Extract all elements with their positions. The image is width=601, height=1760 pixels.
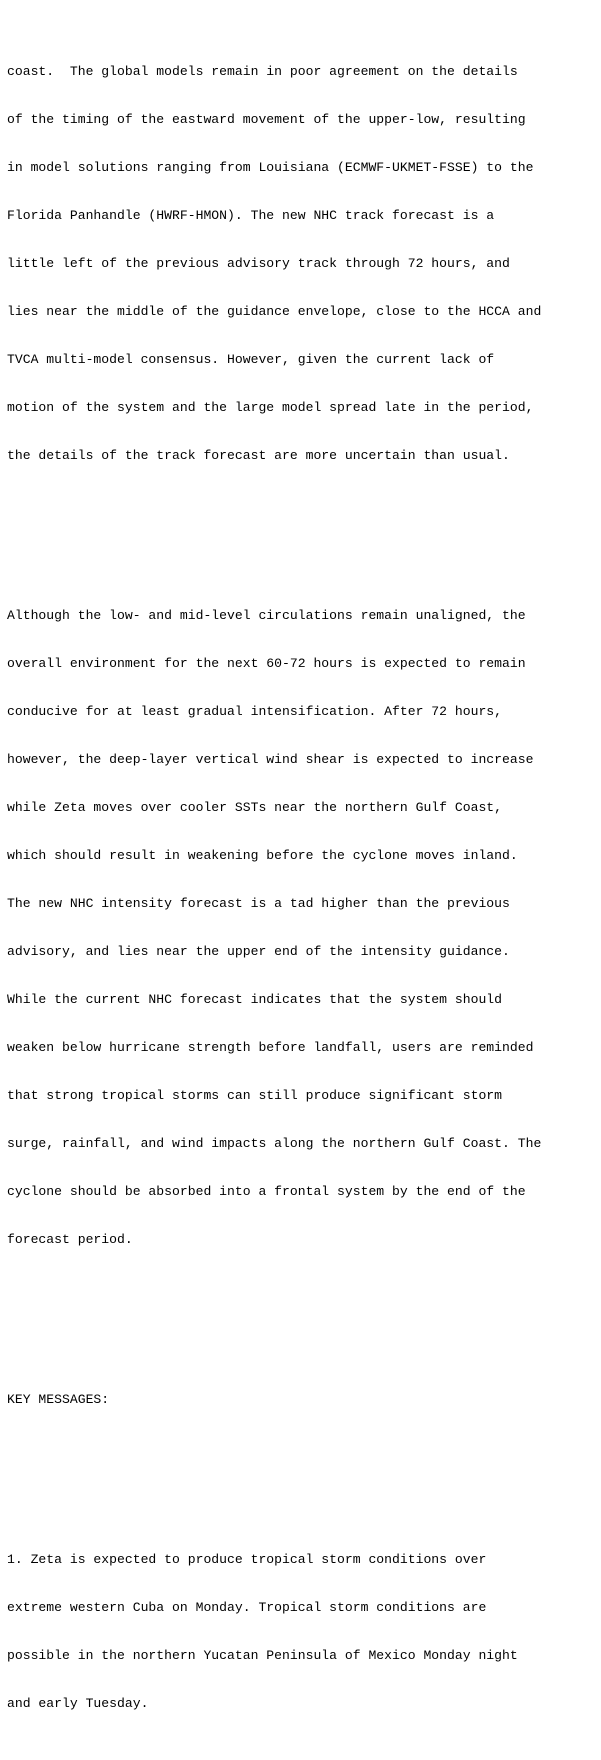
text-line: overall environment for the next 60-72 hours is expected to remain: [7, 656, 526, 671]
text-line: surge, rainfall, and wind impacts along the northern Gulf Coast. The: [7, 1136, 542, 1151]
text-line: in model solutions ranging from Louisiana (ECMWF-UKMET-FSSE) to the: [7, 160, 534, 175]
text-line: While the current NHC forecast indicates that the system should: [7, 992, 503, 1007]
text-line: of the timing of the eastward movement of the upper-low, resulting: [7, 112, 526, 127]
text-line: Although the low- and mid-level circulations remain unaligned, the: [7, 608, 526, 623]
text-line: lies near the middle of the guidance envelope, close to the HCCA and: [7, 304, 542, 319]
text-line: Florida Panhandle (HWRF-HMON). The new NHC track forecast is a: [7, 208, 495, 223]
text-line: possible in the northern Yucatan Peninsula of Mexico Monday night: [7, 1648, 518, 1663]
forecast-discussion-text: [7, 0, 601, 1760]
text-line: however, the deep-layer vertical wind shear is expected to increase: [7, 752, 534, 767]
text-line: TVCA multi-model consensus. However, given the current lack of: [7, 352, 495, 367]
paragraph-intensity-forecast: [7, 576, 601, 1280]
text-line: KEY MESSAGES:: [7, 1392, 110, 1407]
text-line: 1. Zeta is expected to produce tropical storm conditions over: [7, 1552, 487, 1567]
text-line: and early Tuesday.: [7, 1696, 149, 1711]
text-line: coast. The global models remain in poor agreement on the details: [7, 64, 518, 79]
text-line: forecast period.: [7, 1232, 133, 1247]
text-line: little left of the previous advisory track through 72 hours, and: [7, 256, 510, 271]
paragraph-spacer: [7, 1472, 601, 1488]
paragraph-spacer: [7, 1312, 601, 1328]
text-line: that strong tropical storms can still produce significant storm: [7, 1088, 503, 1103]
text-line: The new NHC intensity forecast is a tad higher than the previous: [7, 896, 510, 911]
key-messages-heading: [7, 1360, 601, 1440]
text-line: advisory, and lies near the upper end of the intensity guidance.: [7, 944, 510, 959]
text-line: weaken below hurricane strength before landfall, users are reminded: [7, 1040, 534, 1055]
text-line: the details of the track forecast are more uncertain than usual.: [7, 448, 510, 463]
key-message-1: [7, 1520, 601, 1744]
paragraph-track-forecast: [7, 32, 601, 496]
text-line: which should result in weakening before the cyclone moves inland.: [7, 848, 518, 863]
text-line: cyclone should be absorbed into a frontal system by the end of the: [7, 1184, 526, 1199]
text-line: while Zeta moves over cooler SSTs near the northern Gulf Coast,: [7, 800, 503, 815]
text-line: extreme western Cuba on Monday. Tropical storm conditions are: [7, 1600, 487, 1615]
text-line: motion of the system and the large model spread late in the period,: [7, 400, 534, 415]
text-line: conducive for at least gradual intensification. After 72 hours,: [7, 704, 503, 719]
paragraph-spacer: [7, 528, 601, 544]
